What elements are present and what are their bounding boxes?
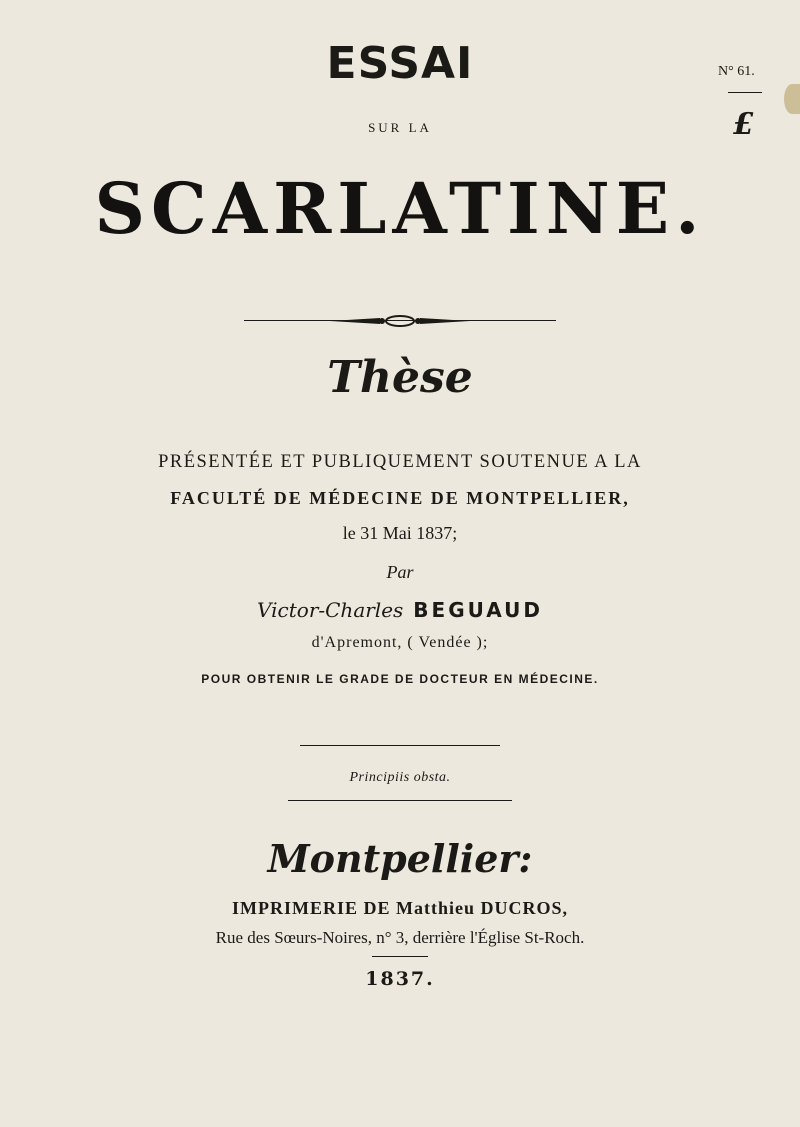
faculty-line: FACULTÉ DE MÉDECINE DE MONTPELLIER, (170, 488, 630, 508)
imprint-city: Montpellier: (267, 836, 533, 881)
printer-address: Rue des Sœurs-Noires, n° 3, derrière l'Église St-Roch. (215, 928, 585, 947)
author-given-names: Victor-Charles (257, 598, 404, 622)
currency-mark: £ (733, 107, 754, 142)
title-essai: ESSAI (326, 38, 474, 89)
presented-line: PRÉSENTÉE ET PUBLIQUEMENT SOUTENUE A LA (158, 452, 642, 472)
title-sur-la: SUR LA (368, 120, 432, 135)
year-rule (372, 956, 428, 957)
author-name (0, 598, 800, 622)
main-title-scarlatine (0, 167, 800, 250)
degree-purpose: POUR OBTENIR LE GRADE DE DOCTEUR EN MÉDECINE. (201, 672, 599, 686)
by-label: Par (386, 562, 414, 582)
printer-line: IMPRIMERIE DE Matthieu DUCROS, (232, 898, 568, 918)
thesis-heading: Thèse (327, 352, 473, 403)
motto-rule-top (300, 745, 500, 746)
volume-number: N° 61. (718, 64, 755, 79)
defense-date: le 31 Mai 1837; (342, 523, 458, 543)
main-title-text: SCARLATINE. (94, 167, 706, 250)
number-underline (728, 92, 762, 93)
ornament-icon (320, 314, 480, 328)
author-surname: BEGUAUD (413, 598, 543, 622)
publication-year: 1837. (365, 968, 435, 990)
motto-rule-bottom (288, 800, 512, 801)
motto: Principiis obsta. (349, 770, 451, 785)
author-origin: d'Apremont, ( Vendée ); (311, 634, 489, 651)
